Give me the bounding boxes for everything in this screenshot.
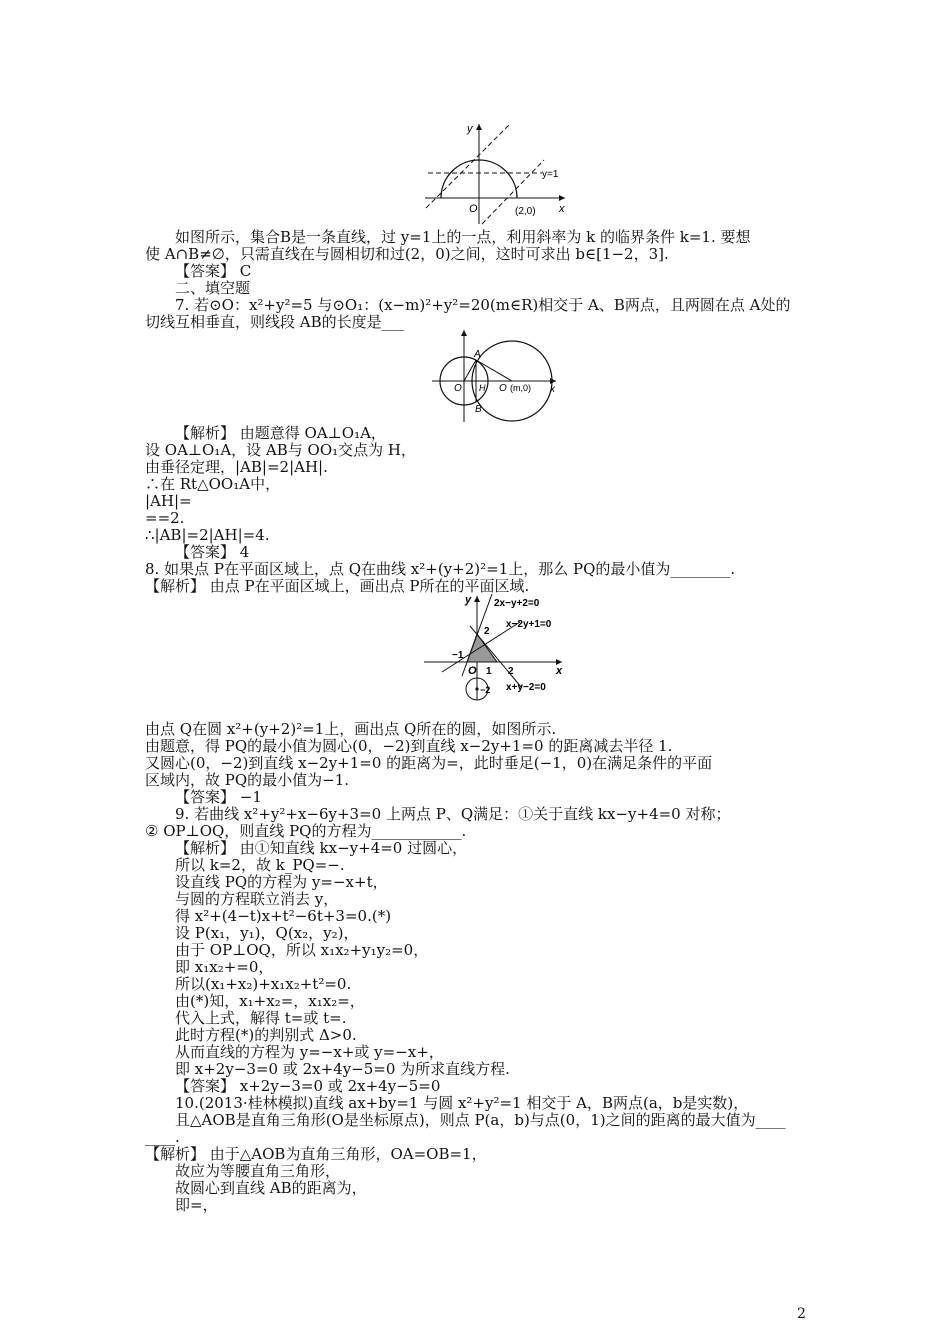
point-label: (2,0) (515, 206, 536, 217)
text-line: 由于 OP⊥OQ，所以 x₁x₂+y₁y₂=0， (175, 941, 429, 959)
text-line: ∴|AB|=2|AH|=4. (145, 526, 270, 544)
text-line: 与圆的方程联立消去 y， (175, 890, 339, 908)
point-b-label: B (475, 404, 482, 415)
text-line: 所以(x₁+x₂)+x₁x₂+t²=0. (175, 975, 352, 993)
section-heading: 二、填空题 (175, 279, 251, 297)
figure-semicircle (420, 120, 570, 226)
line1-label: 2x−y+2=0 (494, 598, 540, 609)
y-axis-arrow (476, 124, 482, 130)
point-a-label: A (474, 349, 481, 360)
text-line: 由点 Q在圆 x²+(y+2)²=1上，画出点 Q所在的圆，如图所示. (145, 720, 557, 738)
text-line: 故应为等腰直角三角形， (175, 1162, 341, 1180)
text-line: 且△AOB是直角三角形(O是坐标原点)，则点 P(a，b)与点(0，1)之间的距离的最大值为____ (175, 1111, 786, 1129)
text-line: 【答案】 x+2y−3=0 或 2x+4y−5=0 (175, 1077, 441, 1095)
text-line: 由(*)知，x₁+x₂=，x₁x₂=， (175, 992, 365, 1010)
page-number: 2 (797, 1306, 806, 1322)
tick-x-2: 2 (508, 666, 514, 677)
line-label: y=1 (542, 169, 559, 180)
text-line: 7. 若⊙O：x²+y²=5 与⊙O₁：(x−m)²+y²=20(m∈R)相交于 A、B两点，且两圆在点 A处的 (175, 296, 791, 314)
text-line: 又圆心(0，−2)到直线 x−2y+1=0 的距离为=，此时垂足(−1，0)在满足条件的平面 (145, 754, 713, 772)
figure-two-circles (430, 326, 560, 426)
text-line: 即=， (175, 1196, 218, 1214)
o1-coord-label: (m,0) (510, 383, 531, 393)
text-line: 设 OA⊥O₁A，设 AB与 OO₁交点为 H， (145, 441, 416, 459)
text-line: 使 A∩B≠∅，只需直线在与圆相切和过(2，0)之间，这时可求出 b∈[1−2，3]. (145, 245, 669, 263)
text-line: |AH|= (145, 492, 192, 510)
x-label: x (556, 665, 563, 677)
y-label: y (467, 123, 473, 135)
text-line: 从而直线的方程为 y=−x+或 y=−x+， (175, 1043, 444, 1061)
text-line: 此时方程(*)的判别式 Δ>0. (175, 1026, 357, 1044)
tick-y-2: 2 (484, 626, 490, 637)
point-h-label: H (479, 383, 486, 393)
text-line: 如图所示，集合B是一条直线，过 y=1上的一点，利用斜率为 k 的临界条件 k=1. 要想 (175, 228, 751, 246)
x-axis-arrow (559, 195, 565, 201)
segment-oa (464, 360, 476, 381)
text-line: 【答案】 −1 (175, 788, 262, 806)
origin-label: O (468, 665, 477, 677)
text-line: 即 x₁x₂+=0， (175, 958, 274, 976)
text-line: 所以 k=2，故 k_PQ=−. (175, 856, 345, 874)
text-line: ② OP⊥OQ，则直线 PQ的方程为____________. (145, 822, 467, 840)
text-line: 10.(2013·桂林模拟)直线 ax+by=1 与圆 x²+y²=1 相交于 A，B两点(a，b是实数)， (175, 1094, 749, 1112)
tick-y-minus-2: −2 (480, 685, 491, 695)
text-line: 得 x²+(4−t)x+t²−6t+3=0.(*) (175, 907, 392, 925)
y-label: y (465, 594, 472, 606)
line3-label: x+y−2=0 (506, 682, 546, 693)
text-line: ==2. (145, 509, 185, 527)
tick-x-1: 1 (486, 666, 492, 677)
text-line: 区域内，故 PQ的最小值为−1. (145, 771, 350, 789)
text-line: 切线互相垂直，则线段 AB的长度是___ (145, 313, 405, 331)
dashed-tangent-line (426, 124, 510, 208)
figure-feasible-region (422, 592, 570, 704)
text-line: 【答案】 4 (175, 543, 250, 561)
text-line: 【解析】 由题意得 OA⊥O₁A， (175, 424, 386, 442)
text-line: 【答案】 C (175, 262, 252, 280)
text-line: 【解析】 由①知直线 kx−y+4=0 过圆心， (175, 839, 468, 857)
x-label: x (559, 203, 565, 215)
text-line: 【解析】 由点 P在平面区域上，画出点 P所在的平面区域. (145, 577, 530, 595)
origin-label: O (469, 203, 478, 215)
text-line: ____. (145, 1128, 180, 1146)
feasible-region (467, 634, 497, 662)
text-line: 故圆心到直线 AB的距离为， (175, 1179, 367, 1197)
tick-x-minus-1: −1 (452, 650, 464, 661)
segment-o1a (476, 360, 512, 381)
circle-center (475, 687, 478, 690)
origin-label: O (454, 383, 462, 394)
text-line: 【解析】 由于△AOB为直角三角形，OA=OB=1， (145, 1145, 487, 1163)
text-line: 设 P(x₁，y₁)，Q(x₂，y₂)， (175, 924, 359, 942)
text-line: 9. 若曲线 x²+y²+x−6y+3=0 上两点 P、Q满足：①关于直线 kx−y+4=0 对称； (175, 805, 731, 823)
text-line: 即 x+2y−3=0 或 2x+4y−5=0 为所求直线方程. (175, 1060, 510, 1078)
y-axis-arrow (474, 596, 480, 602)
line2-label: x−2y+1=0 (506, 619, 552, 630)
text-line: 设直线 PQ的方程为 y=−x+t， (175, 873, 388, 891)
x-label: x (550, 384, 555, 395)
text-line: ∴在 Rt△OO₁A中， (145, 475, 281, 493)
o1-label: O (499, 383, 507, 394)
text-line: 由题意，得 PQ的最小值为圆心(0，−2)到直线 x−2y+1=0 的距离减去半径 1. (145, 737, 673, 755)
text-line: 8. 如果点 P在平面区域上，点 Q在曲线 x²+(y+2)²=1上，那么 PQ的最小值为________. (145, 560, 736, 578)
text-line: 由垂径定理，|AB|=2|AH|. (145, 458, 328, 476)
text-line: 代入上式，解得 t=或 t=. (175, 1009, 347, 1027)
